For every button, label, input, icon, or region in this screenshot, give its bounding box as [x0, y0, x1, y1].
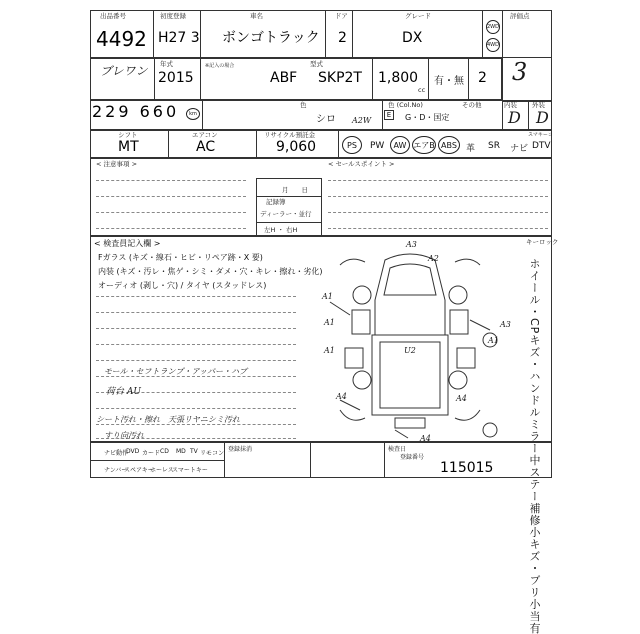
exterior-label: 外装	[532, 101, 545, 109]
date-label: 月 日	[282, 186, 308, 194]
caution-label: < 注意事項 >	[96, 160, 138, 168]
color-option: その他	[462, 101, 482, 109]
vehicle-damage-diagram	[300, 240, 520, 440]
first-reg-label: 初度登録	[160, 12, 186, 20]
footer-spare-key: スペアキー	[124, 467, 154, 474]
doors: 2	[338, 30, 347, 46]
recycle-label: リサイクル預託金	[264, 131, 316, 139]
mark-u2: U2	[404, 346, 416, 355]
inspector-line-3: オーディオ (剥し・穴) / タイヤ (スタッドレス)	[98, 281, 267, 290]
mark-a4-bottom: A4	[420, 434, 431, 443]
equip-aw: AW	[390, 136, 410, 154]
model-prefix: ABF	[270, 70, 298, 86]
footer-hoses: ホーレス	[150, 467, 174, 474]
footer-smart-key: スマートキー	[172, 467, 208, 474]
mark-a3-right: A3	[500, 320, 511, 329]
smart-key-label: スマキーコ	[528, 132, 553, 138]
lot-number: 4492	[96, 27, 147, 51]
inspector-title: < 検査員記入欄 >	[94, 239, 161, 248]
exterior-mark: D	[536, 108, 549, 127]
model-code: SKP2T	[318, 70, 362, 86]
footer-deregistration: 登録抹消	[228, 446, 253, 453]
displacement: 1,800	[378, 70, 419, 86]
air-conditioning: AC	[196, 139, 216, 155]
mark-a4-left: A4	[336, 392, 347, 401]
footer-remote: リモコン	[200, 450, 225, 457]
footer-tv: TV	[190, 448, 198, 455]
gear-marks: G・D・国定	[405, 113, 450, 122]
mark-a1-left-3: A1	[324, 346, 335, 355]
mark-a4-right: A4	[456, 394, 467, 403]
equip-pw: PW	[370, 141, 385, 151]
footer-navi: ナビ動作	[104, 450, 129, 457]
equip-abs: ABS	[438, 136, 460, 154]
symbol-box: E	[384, 110, 394, 120]
handwritten-remark-4: すり向汚れ	[104, 431, 144, 440]
mark-a1-left: A1	[322, 292, 333, 301]
footer-card: カード	[142, 450, 161, 457]
score: 3	[512, 58, 528, 86]
equip-leather: 革	[466, 144, 476, 154]
inspector-line-1: Fガラス (キズ・線石・ヒビ・リペア跡・X 要)	[98, 253, 263, 262]
equip-sunroof: SR	[488, 141, 500, 151]
lot-label: 出品番号	[100, 12, 126, 20]
drive-4wd: 4WD	[486, 38, 500, 52]
handwritten-remark-1: モール・セフトランプ・アッパー・ハブ	[104, 367, 247, 376]
model-label: 型式	[310, 60, 323, 68]
mark-a1-right: A1	[488, 336, 499, 345]
recycle-fee: 9,060	[276, 139, 317, 155]
mileage: 229 660	[92, 102, 180, 121]
record-label: 記録簿	[266, 198, 286, 206]
footer-inspection-label: 検査日	[388, 446, 407, 453]
footer-reg-no-label: 登録番号	[400, 454, 425, 461]
handwritten-remark-3: シート汚れ・擦れ 天張リヤニシミ汚れ	[96, 415, 240, 424]
equip-navi: ナビ	[510, 144, 529, 154]
score-label: 評価点	[510, 12, 530, 20]
handwritten-note: ブレワン	[100, 64, 148, 78]
equip-ps: PS	[342, 136, 362, 154]
score-box	[502, 10, 552, 102]
mark-a2: A2	[428, 254, 439, 263]
equip-dtv: DTV	[532, 141, 551, 151]
interior-mark: D	[508, 108, 521, 127]
color-label: 色	[300, 101, 307, 109]
color-number-label: 色 (Col.No)	[388, 101, 423, 109]
footer-number: ナンバー	[104, 467, 128, 474]
sales-point-label: < セールスポイント >	[328, 160, 395, 168]
shift: MT	[118, 139, 139, 155]
car-name: ボンゴトラック	[222, 30, 320, 46]
mark-a3-top: A3	[406, 240, 417, 249]
ac-label: エアコン	[192, 131, 218, 139]
model-year: 2015	[158, 70, 194, 86]
note-label: ※記入の場合	[205, 63, 235, 69]
handwritten-remark-2: 荷台 AU	[106, 387, 141, 397]
equip-airbag: エアB	[412, 136, 436, 154]
footer-cd: CD	[160, 448, 169, 455]
seats: 2	[478, 70, 487, 86]
vertical-remarks: ホイール・CPキズ・ハンドルミラー中ステー補修小キズ・ブリ小当有	[528, 258, 541, 634]
first-registration: H27 3	[158, 30, 200, 46]
drive-2wd: 2WD	[486, 20, 500, 34]
header-row-4	[90, 130, 552, 158]
mileage-unit: km	[186, 108, 200, 120]
footer-dvd: DVD	[126, 448, 140, 455]
color-note: A2W	[352, 116, 372, 125]
shift-label: シフト	[118, 131, 138, 139]
year-label: 年式	[160, 60, 173, 68]
dealer-label: ディーラー・並行	[260, 210, 312, 218]
footer-md: MD	[176, 448, 186, 455]
interior-label: 内装	[504, 101, 517, 109]
steering-label: 左H ・ 右H	[264, 226, 298, 234]
hover-option: 有・無	[434, 76, 464, 87]
color: シロ	[316, 114, 336, 125]
displacement-unit: cc	[418, 86, 426, 94]
grade: DX	[402, 30, 423, 46]
key-lock-label: キーロック	[526, 238, 559, 246]
grade-label: グレード	[405, 12, 431, 20]
doors-label: ドア	[335, 12, 348, 20]
registration-number: 115015	[440, 460, 494, 476]
car-name-label: 車名	[250, 12, 263, 20]
inspector-line-2: 内装 (キズ・汚レ・焦ゲ・シミ・ダメ・穴・キレ・擦れ・劣化)	[98, 267, 323, 276]
mark-a1-left-2: A1	[324, 318, 335, 327]
